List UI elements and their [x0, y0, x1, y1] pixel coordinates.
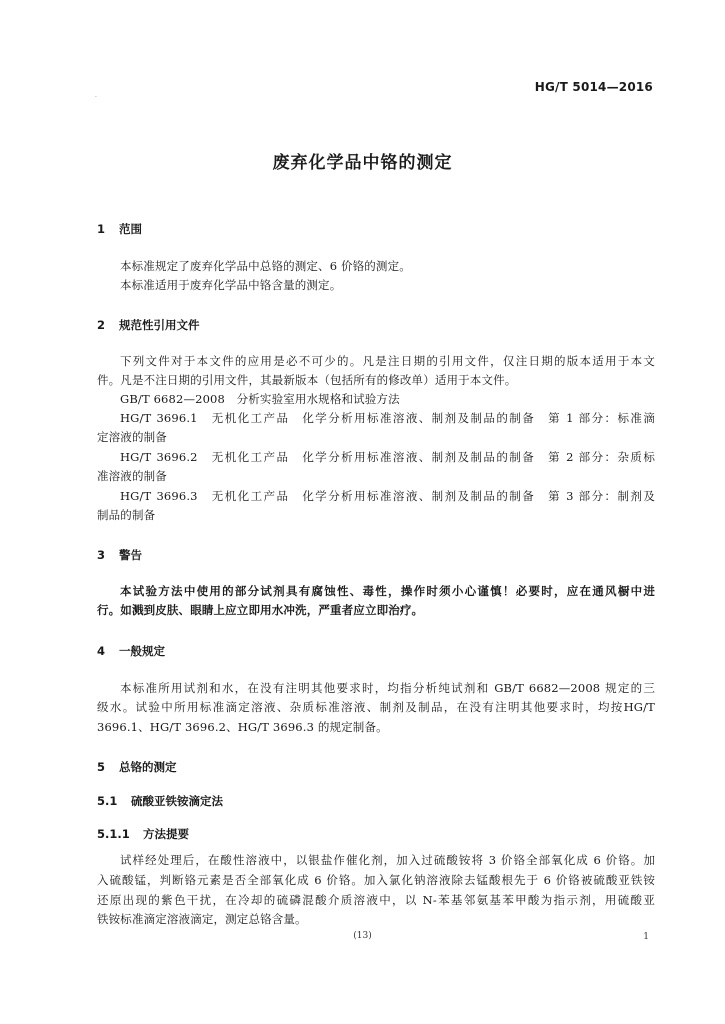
- method-line-3: 还原出现的紫色干扰，在冷却的硫磷混酸介质溶液中，以 N-苯基邻氨基苯甲酸为指示剂，用硫酸亚: [97, 893, 655, 907]
- section-number: 4: [97, 644, 106, 658]
- section-2-heading: [97, 317, 200, 333]
- section-title: 警告: [119, 548, 142, 562]
- reference-hgt-3696-1: HG/T 3696.1 无机化工产品 化学分析用标准溶液、制剂及制品的制备 第 1 部分：标准滴: [120, 411, 655, 425]
- section-number: 5.1.1: [97, 827, 130, 841]
- reference-hgt-3696-1-cont: 定溶液的制备: [97, 430, 167, 444]
- page-number: (13): [353, 931, 372, 941]
- general-line-3: 3696.1、HG/T 3696.2、HG/T 3696.3 的规定制备。: [97, 720, 388, 734]
- document-title: 废弃化学品中铬的测定: [272, 153, 453, 173]
- section-number: 2: [97, 318, 106, 332]
- scope-line-2: 本标准适用于废弃化学品中铬含量的测定。: [120, 278, 342, 292]
- method-line-1: 试样经处理后，在酸性溶液中，以银盐作催化剂，加入过硫酸铵将 3 价铬全部氧化成 6 价铬。加: [120, 853, 655, 867]
- general-line-1: 本标准所用试剂和水，在没有注明其他要求时，均指分析纯试剂和 GB/T 6682—2008 规定的三: [120, 681, 655, 695]
- warning-line-2: 行。如溅到皮肤、眼睛上应立即用水冲洗，严重者应立即治疗。: [97, 603, 424, 617]
- normative-line-1: 下列文件对于本文件的应用是必不可少的。凡是注日期的引用文件，仅注日期的版本适用于本文: [120, 354, 655, 368]
- reference-hgt-3696-2: HG/T 3696.2 无机化工产品 化学分析用标准溶液、制剂及制品的制备 第 2 部分：杂质标: [120, 450, 655, 464]
- section-title: 范围: [119, 222, 142, 236]
- section-number: 3: [97, 548, 106, 562]
- section-number: 1: [97, 222, 106, 236]
- section-5-1-heading: [97, 793, 223, 809]
- section-number: 5.1: [97, 794, 118, 808]
- section-4-heading: [97, 643, 165, 659]
- section-title: 硫酸亚铁铵滴定法: [131, 794, 223, 808]
- section-1-heading: [97, 221, 142, 237]
- section-5-1-1-heading: [97, 826, 189, 842]
- section-title: 规范性引用文件: [119, 318, 200, 332]
- section-title: 总铬的测定: [119, 760, 177, 774]
- section-number: 5: [97, 760, 106, 774]
- scope-line-1: 本标准规定了废弃化学品中总铬的测定、6 价铬的测定。: [120, 259, 411, 273]
- method-line-2: 入硫酸锰，判断铬元素是否全部氧化成 6 价铬。加入氯化钠溶液除去锰酸根先于 6 价铬被硫酸亚铁铵: [97, 873, 655, 887]
- section-3-heading: [97, 547, 142, 563]
- footer-mark: 1: [643, 932, 649, 942]
- section-5-heading: [97, 759, 177, 775]
- general-line-2: 级水。试验中所用标准滴定溶液、杂质标准溶液、制剂及制品，在没有注明其他要求时，均按HG/T: [97, 700, 655, 714]
- section-title: 方法提要: [143, 827, 189, 841]
- reference-hgt-3696-2-cont: 准溶液的制备: [97, 469, 167, 483]
- reference-hgt-3696-3-cont: 制品的制备: [97, 508, 156, 522]
- section-title: 一般规定: [119, 644, 165, 658]
- reference-gbt-6682: GB/T 6682—2008 分析实验室用水规格和试验方法: [120, 392, 400, 406]
- method-line-4: 铁铵标准滴定溶液滴定，测定总铬含量。: [97, 912, 307, 926]
- standard-code: HG/T 5014—2016: [534, 80, 653, 94]
- scan-mark: .: [95, 92, 97, 99]
- normative-line-2: 件。凡是不注日期的引用文件，其最新版本（包括所有的修改单）适用于本文件。: [97, 373, 517, 387]
- warning-line-1: 本试验方法中使用的部分试剂具有腐蚀性、毒性，操作时须小心谨慎！必要时，应在通风橱中进: [120, 584, 655, 598]
- reference-hgt-3696-3: HG/T 3696.3 无机化工产品 化学分析用标准溶液、制剂及制品的制备 第 3 部分：制剂及: [120, 489, 655, 503]
